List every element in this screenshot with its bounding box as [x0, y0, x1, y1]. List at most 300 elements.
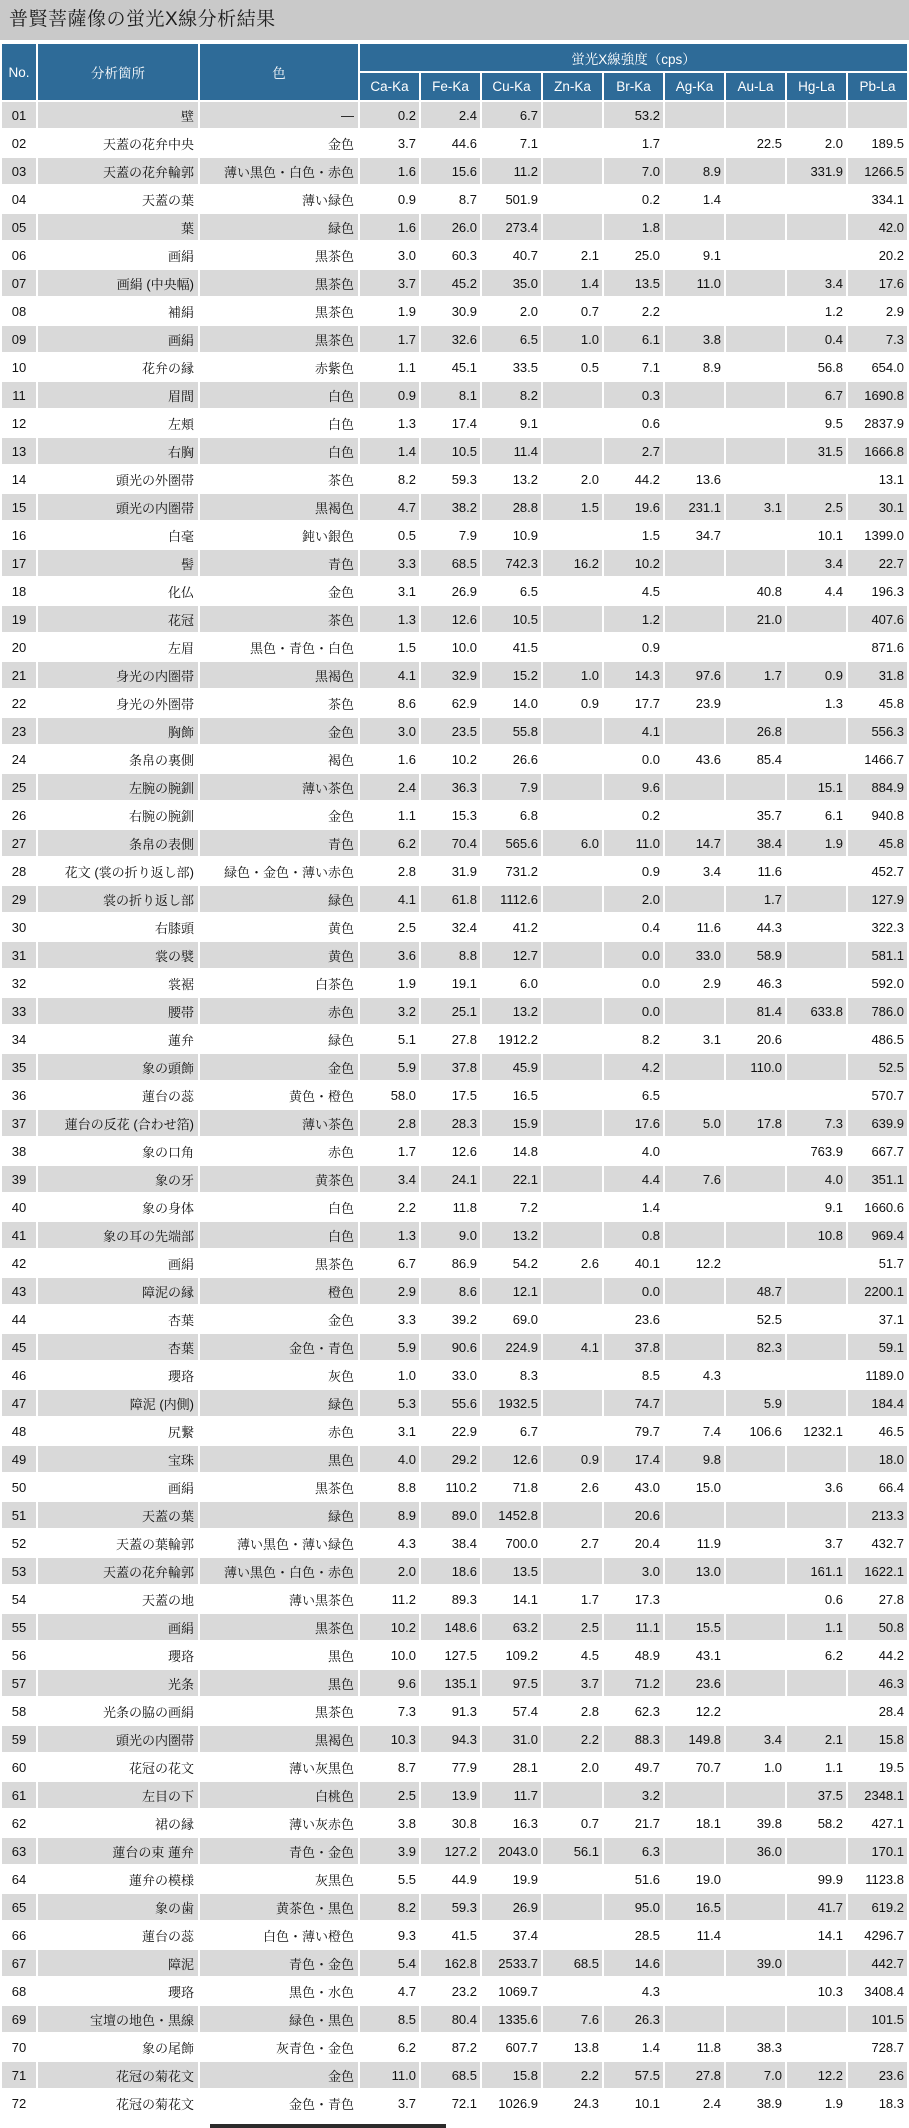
cell-value-cu-ka: 607.7 [482, 2034, 541, 2060]
cell-value-pb-la: 667.7 [848, 1138, 907, 1164]
cell-value-br-ka: 37.8 [604, 1334, 663, 1360]
cell-value-fe-ka: 8.6 [421, 1278, 480, 1304]
cell-value-br-ka: 2.0 [604, 886, 663, 912]
cell-value-ca-ka: 1.7 [360, 326, 419, 352]
cell-value-cu-ka: 7.2 [482, 1194, 541, 1220]
cell-no: 35 [2, 1054, 36, 1080]
cell-value-br-ka: 11.0 [604, 830, 663, 856]
table-row [2, 1698, 907, 1724]
table-row [2, 830, 907, 856]
cell-value-cu-ka: 41.2 [482, 914, 541, 940]
cell-value-ag-ka [665, 1390, 724, 1416]
cell-color: 灰青色・金色 [200, 2034, 358, 2060]
cell-value-pb-la: 101.5 [848, 2006, 907, 2032]
cell-value-hg-la: 4.4 [787, 578, 846, 604]
table-row [2, 858, 907, 884]
cell-value-br-ka: 74.7 [604, 1390, 663, 1416]
cell-value-pb-la: 871.6 [848, 634, 907, 660]
cell-value-hg-la [787, 1026, 846, 1052]
cell-value-hg-la [787, 1670, 846, 1696]
cell-value-hg-la: 3.4 [787, 270, 846, 296]
cell-value-ca-ka: 3.4 [360, 1166, 419, 1192]
cell-value-au-la [726, 690, 785, 716]
cell-color: 赤色 [200, 998, 358, 1024]
cell-value-pb-la: 1123.8 [848, 1866, 907, 1892]
cell-value-br-ka: 53.2 [604, 102, 663, 128]
table-row [2, 1670, 907, 1696]
cell-value-cu-ka: 11.4 [482, 438, 541, 464]
cell-value-br-ka: 57.5 [604, 2062, 663, 2088]
cell-color: 緑色・黒色 [200, 2006, 358, 2032]
cell-value-ag-ka: 3.1 [665, 1026, 724, 1052]
cell-value-ca-ka: 0.2 [360, 102, 419, 128]
cell-location: 眉間 [38, 382, 198, 408]
cell-no: 22 [2, 690, 36, 716]
cell-location: 障泥の縁 [38, 1278, 198, 1304]
cell-value-hg-la [787, 886, 846, 912]
cell-value-zn-ka: 1.0 [543, 326, 602, 352]
cell-value-pb-la: 37.1 [848, 1306, 907, 1332]
cell-value-au-la: 85.4 [726, 746, 785, 772]
cell-value-zn-ka: 2.6 [543, 1474, 602, 1500]
cell-value-ag-ka: 23.6 [665, 1670, 724, 1696]
table-row [2, 326, 907, 352]
cell-value-zn-ka [543, 886, 602, 912]
cell-value-cu-ka: 501.9 [482, 186, 541, 212]
cell-value-zn-ka: 0.5 [543, 354, 602, 380]
cell-no: 28 [2, 858, 36, 884]
cell-value-cu-ka: 16.3 [482, 1810, 541, 1836]
cell-value-pb-la: 13.1 [848, 466, 907, 492]
cell-value-cu-ka: 10.5 [482, 606, 541, 632]
cell-value-pb-la: 20.2 [848, 242, 907, 268]
cell-value-br-ka: 6.1 [604, 326, 663, 352]
cell-value-pb-la: 19.5 [848, 1754, 907, 1780]
cell-location: 象の歯 [38, 1894, 198, 1920]
cell-value-pb-la: 322.3 [848, 914, 907, 940]
cell-value-ag-ka: 97.6 [665, 662, 724, 688]
cell-value-fe-ka: 8.1 [421, 382, 480, 408]
cell-color: 茶色 [200, 606, 358, 632]
cell-value-hg-la: 6.7 [787, 382, 846, 408]
cell-value-cu-ka: 15.2 [482, 662, 541, 688]
table-row [2, 186, 907, 212]
cell-value-fe-ka: 23.5 [421, 718, 480, 744]
cell-value-ag-ka: 11.4 [665, 1922, 724, 1948]
cell-value-pb-la: 46.3 [848, 1670, 907, 1696]
cell-value-ag-ka: 34.7 [665, 522, 724, 548]
cell-value-br-ka: 0.9 [604, 858, 663, 884]
cell-value-ag-ka [665, 774, 724, 800]
cell-location: 瓔珞 [38, 1978, 198, 2004]
cell-value-fe-ka: 80.4 [421, 2006, 480, 2032]
cell-value-hg-la [787, 1082, 846, 1108]
cell-value-br-ka: 28.5 [604, 1922, 663, 1948]
cell-value-ca-ka: 6.7 [360, 1250, 419, 1276]
cell-value-fe-ka: 10.2 [421, 746, 480, 772]
cell-value-zn-ka: 0.7 [543, 1810, 602, 1836]
cell-color: 黒茶色 [200, 1474, 358, 1500]
table-row [2, 802, 907, 828]
cell-value-cu-ka: 6.7 [482, 102, 541, 128]
cell-value-pb-la: 1666.8 [848, 438, 907, 464]
cell-value-au-la [726, 1530, 785, 1556]
cell-value-ca-ka: 8.5 [360, 2006, 419, 2032]
cell-value-zn-ka [543, 858, 602, 884]
cell-value-ca-ka: 8.2 [360, 466, 419, 492]
cell-location: 裳の襞 [38, 942, 198, 968]
cell-value-ag-ka: 14.7 [665, 830, 724, 856]
cell-value-ag-ka [665, 1222, 724, 1248]
cell-location: 蓮台の束 蓮弁 [38, 1838, 198, 1864]
cell-color: 黒色 [200, 1642, 358, 1668]
cell-value-cu-ka: 731.2 [482, 858, 541, 884]
cell-value-ag-ka: 12.2 [665, 1698, 724, 1724]
cell-value-hg-la: 15.1 [787, 774, 846, 800]
cell-value-ag-ka [665, 634, 724, 660]
cell-value-ag-ka: 70.7 [665, 1754, 724, 1780]
cell-value-au-la: 52.5 [726, 1306, 785, 1332]
cell-value-fe-ka: 12.6 [421, 1138, 480, 1164]
cell-value-cu-ka: 1069.7 [482, 1978, 541, 2004]
table-row [2, 438, 907, 464]
cell-color: 金色 [200, 718, 358, 744]
cell-value-fe-ka: 72.1 [421, 2090, 480, 2116]
cell-value-fe-ka: 32.4 [421, 914, 480, 940]
cell-value-pb-la: 1622.1 [848, 1558, 907, 1584]
table-row [2, 746, 907, 772]
cell-value-ag-ka [665, 2006, 724, 2032]
cell-value-pb-la: 46.5 [848, 1418, 907, 1444]
cell-value-hg-la [787, 970, 846, 996]
cell-value-ca-ka: 8.8 [360, 1474, 419, 1500]
cell-value-br-ka: 7.0 [604, 158, 663, 184]
cell-value-fe-ka: 8.7 [421, 186, 480, 212]
cell-no: 71 [2, 2062, 36, 2088]
cell-value-ca-ka: 2.2 [360, 1194, 419, 1220]
cell-value-cu-ka: 15.9 [482, 1110, 541, 1136]
cell-no: 31 [2, 942, 36, 968]
cell-value-zn-ka [543, 1082, 602, 1108]
cell-value-pb-la: 619.2 [848, 1894, 907, 1920]
cell-value-ca-ka: 1.3 [360, 410, 419, 436]
cell-value-ag-ka: 1.4 [665, 186, 724, 212]
cell-value-ag-ka: 9.8 [665, 1446, 724, 1472]
cell-no: 63 [2, 1838, 36, 1864]
cell-value-br-ka: 2.2 [604, 298, 663, 324]
cell-value-br-ka: 44.2 [604, 466, 663, 492]
cell-value-au-la [726, 1894, 785, 1920]
cell-value-ca-ka: 5.1 [360, 1026, 419, 1052]
cell-location: 天蓋の地 [38, 1586, 198, 1612]
cell-value-br-ka: 4.0 [604, 1138, 663, 1164]
cell-value-ag-ka: 27.8 [665, 2062, 724, 2088]
cell-no: 45 [2, 1334, 36, 1360]
cell-location: 瓔珞 [38, 1362, 198, 1388]
cell-location: 光条の脇の画絹 [38, 1698, 198, 1724]
cell-location: 光条 [38, 1670, 198, 1696]
cell-value-pb-la: 884.9 [848, 774, 907, 800]
cell-color: 赤色 [200, 1418, 358, 1444]
cell-value-ca-ka: 2.5 [360, 914, 419, 940]
cell-value-ca-ka: 8.6 [360, 690, 419, 716]
cell-no: 05 [2, 214, 36, 240]
cell-value-zn-ka [543, 718, 602, 744]
cell-value-pb-la: 969.4 [848, 1222, 907, 1248]
cell-value-br-ka: 1.5 [604, 522, 663, 548]
cell-no: 12 [2, 410, 36, 436]
cell-value-ag-ka: 3.4 [665, 858, 724, 884]
cell-value-ca-ka: 2.9 [360, 1278, 419, 1304]
cell-value-fe-ka: 19.1 [421, 970, 480, 996]
cell-value-au-la: 26.8 [726, 718, 785, 744]
cell-value-au-la [726, 1978, 785, 2004]
cell-value-cu-ka: 6.5 [482, 578, 541, 604]
cell-no: 56 [2, 1642, 36, 1668]
cell-value-ag-ka: 18.1 [665, 1810, 724, 1836]
table-row [2, 2006, 907, 2032]
cell-value-br-ka: 43.0 [604, 1474, 663, 1500]
cell-value-ag-ka [665, 214, 724, 240]
cell-value-cu-ka: 6.5 [482, 326, 541, 352]
cell-location: 右膝頭 [38, 914, 198, 940]
cell-value-cu-ka: 12.7 [482, 942, 541, 968]
cell-location: 障泥 (内側) [38, 1390, 198, 1416]
cell-value-br-ka: 0.0 [604, 942, 663, 968]
cell-value-fe-ka: 10.0 [421, 634, 480, 660]
cell-color: 青色・金色 [200, 1950, 358, 1976]
table-row [2, 970, 907, 996]
cell-value-ca-ka: 5.3 [360, 1390, 419, 1416]
cell-value-zn-ka [543, 1782, 602, 1808]
cell-value-br-ka: 4.4 [604, 1166, 663, 1192]
cell-value-cu-ka: 33.5 [482, 354, 541, 380]
cell-value-au-la [726, 522, 785, 548]
cell-value-cu-ka: 11.2 [482, 158, 541, 184]
cell-value-ca-ka: 3.0 [360, 718, 419, 744]
cell-value-ca-ka: 5.9 [360, 1054, 419, 1080]
cell-location: 尻繋 [38, 1418, 198, 1444]
cell-color: 黒茶色 [200, 270, 358, 296]
cell-color: 青色・金色 [200, 1838, 358, 1864]
cell-value-au-la [726, 102, 785, 128]
cell-value-ag-ka: 8.9 [665, 354, 724, 380]
cell-value-ag-ka [665, 410, 724, 436]
cell-no: 65 [2, 1894, 36, 1920]
cell-value-br-ka: 0.0 [604, 998, 663, 1024]
cell-color: 褐色 [200, 746, 358, 772]
cell-value-ca-ka: 10.0 [360, 1642, 419, 1668]
cell-value-br-ka: 17.7 [604, 690, 663, 716]
cell-color: 白色 [200, 1222, 358, 1248]
cell-value-au-la [726, 1446, 785, 1472]
cell-value-cu-ka: 97.5 [482, 1670, 541, 1696]
cell-no: 17 [2, 550, 36, 576]
cell-value-fe-ka: 77.9 [421, 1754, 480, 1780]
cell-no: 52 [2, 1530, 36, 1556]
cell-location: 右胸 [38, 438, 198, 464]
cell-value-cu-ka: 41.5 [482, 634, 541, 660]
cell-value-zn-ka: 3.7 [543, 1670, 602, 1696]
cell-value-ca-ka: 7.3 [360, 1698, 419, 1724]
cell-location: 瓔珞 [38, 1642, 198, 1668]
cell-value-br-ka: 26.3 [604, 2006, 663, 2032]
cell-value-ag-ka: 9.1 [665, 242, 724, 268]
cell-value-au-la [726, 298, 785, 324]
table-row [2, 1278, 907, 1304]
cell-color: 薄い灰黒色 [200, 1754, 358, 1780]
cell-color: 薄い黒色・薄い緑色 [200, 1530, 358, 1556]
col-header-ca-ka: Ca-Ka [360, 73, 419, 100]
cell-color: 緑色 [200, 1502, 358, 1528]
cell-value-pb-la: 654.0 [848, 354, 907, 380]
cell-value-cu-ka: 13.2 [482, 1222, 541, 1248]
cell-value-hg-la: 763.9 [787, 1138, 846, 1164]
cell-location: 天蓋の葉 [38, 1502, 198, 1528]
cell-value-ag-ka [665, 1838, 724, 1864]
cell-value-ag-ka [665, 1138, 724, 1164]
cell-value-br-ka: 6.3 [604, 1838, 663, 1864]
cell-location: 花冠の菊花文 [38, 2090, 198, 2116]
cell-location: 条帛の表側 [38, 830, 198, 856]
cell-value-fe-ka: 91.3 [421, 1698, 480, 1724]
cell-value-hg-la [787, 634, 846, 660]
cell-value-pb-la: 213.3 [848, 1502, 907, 1528]
cell-location: 身光の内圏帯 [38, 662, 198, 688]
cell-value-cu-ka: 57.4 [482, 1698, 541, 1724]
cell-no: 06 [2, 242, 36, 268]
cell-value-zn-ka: 24.3 [543, 2090, 602, 2116]
cell-location: 画絹 [38, 242, 198, 268]
cell-value-au-la: 1.0 [726, 1754, 785, 1780]
table-row [2, 1502, 907, 1528]
cell-value-cu-ka: 2043.0 [482, 1838, 541, 1864]
cell-value-au-la: 110.0 [726, 1054, 785, 1080]
cell-value-cu-ka: 1932.5 [482, 1390, 541, 1416]
cell-location: 花冠の花文 [38, 1754, 198, 1780]
cell-value-br-ka: 0.2 [604, 802, 663, 828]
cell-value-fe-ka: 18.6 [421, 1558, 480, 1584]
cell-value-cu-ka: 69.0 [482, 1306, 541, 1332]
cell-value-cu-ka: 2533.7 [482, 1950, 541, 1976]
cell-value-hg-la: 1.1 [787, 1614, 846, 1640]
cell-value-pb-la: 1466.7 [848, 746, 907, 772]
cell-value-zn-ka [543, 522, 602, 548]
cell-value-br-ka: 14.3 [604, 662, 663, 688]
cell-location: 画絹 (中央幅) [38, 270, 198, 296]
cell-value-pb-la: 1660.6 [848, 1194, 907, 1220]
cell-value-au-la [726, 774, 785, 800]
cell-value-ag-ka [665, 130, 724, 156]
cell-value-zn-ka [543, 158, 602, 184]
cell-no: 38 [2, 1138, 36, 1164]
cell-value-hg-la [787, 1278, 846, 1304]
cell-value-br-ka: 88.3 [604, 1726, 663, 1752]
cell-no: 03 [2, 158, 36, 184]
cell-value-zn-ka [543, 774, 602, 800]
col-header-zn-ka: Zn-Ka [543, 73, 602, 100]
cell-value-zn-ka [543, 1278, 602, 1304]
table-row [2, 1642, 907, 1668]
cell-value-zn-ka: 2.7 [543, 1530, 602, 1556]
table-row [2, 1026, 907, 1052]
cell-value-ag-ka: 2.9 [665, 970, 724, 996]
cell-value-pb-la: 1399.0 [848, 522, 907, 548]
table-header [2, 44, 907, 100]
cell-value-fe-ka: 127.5 [421, 1642, 480, 1668]
cell-value-cu-ka: 8.3 [482, 1362, 541, 1388]
cell-no: 18 [2, 578, 36, 604]
cell-value-cu-ka: 12.6 [482, 1446, 541, 1472]
cell-value-pb-la: 452.7 [848, 858, 907, 884]
cell-value-hg-la [787, 1502, 846, 1528]
cell-no: 42 [2, 1250, 36, 1276]
cell-value-ca-ka: 1.6 [360, 158, 419, 184]
cell-value-hg-la [787, 1390, 846, 1416]
cell-value-au-la [726, 550, 785, 576]
cell-value-pb-la: 17.6 [848, 270, 907, 296]
cell-value-cu-ka: 22.1 [482, 1166, 541, 1192]
cell-value-ca-ka: 0.9 [360, 186, 419, 212]
cell-value-zn-ka: 2.1 [543, 242, 602, 268]
cell-value-hg-la [787, 1362, 846, 1388]
cell-value-ag-ka: 15.5 [665, 1614, 724, 1640]
cell-value-au-la [726, 1194, 785, 1220]
cell-value-zn-ka [543, 1390, 602, 1416]
cell-color: 黒茶色 [200, 326, 358, 352]
cell-value-br-ka: 0.2 [604, 186, 663, 212]
cell-no: 67 [2, 1950, 36, 1976]
cell-value-zn-ka [543, 438, 602, 464]
cell-value-pb-la: 170.1 [848, 1838, 907, 1864]
cell-value-ca-ka: 10.2 [360, 1614, 419, 1640]
cell-value-cu-ka: 6.7 [482, 1418, 541, 1444]
cell-value-cu-ka: 55.8 [482, 718, 541, 744]
cell-no: 24 [2, 746, 36, 772]
cell-value-ca-ka: 4.1 [360, 886, 419, 912]
table-row [2, 1250, 907, 1276]
cell-value-br-ka: 3.0 [604, 1558, 663, 1584]
cell-location: 画絹 [38, 1614, 198, 1640]
cell-color: 金色 [200, 1054, 358, 1080]
cell-value-au-la: 3.4 [726, 1726, 785, 1752]
cell-value-ag-ka: 7.6 [665, 1166, 724, 1192]
cell-value-hg-la [787, 746, 846, 772]
cell-value-au-la: 1.7 [726, 662, 785, 688]
cell-value-cu-ka: 16.5 [482, 1082, 541, 1108]
cell-color: 薄い緑色 [200, 186, 358, 212]
cell-location: 画絹 [38, 326, 198, 352]
cell-value-fe-ka: 41.5 [421, 1922, 480, 1948]
cell-value-hg-la: 41.7 [787, 1894, 846, 1920]
table-row [2, 1810, 907, 1836]
col-header-br-ka: Br-Ka [604, 73, 663, 100]
cell-value-zn-ka: 0.7 [543, 298, 602, 324]
cell-value-br-ka: 79.7 [604, 1418, 663, 1444]
table-row [2, 718, 907, 744]
cell-value-au-la: 82.3 [726, 1334, 785, 1360]
table-row [2, 1138, 907, 1164]
cell-value-au-la: 106.6 [726, 1418, 785, 1444]
table-row [2, 2090, 907, 2116]
cell-value-br-ka: 4.1 [604, 718, 663, 744]
cell-color: 灰黒色 [200, 1866, 358, 1892]
cell-value-ag-ka [665, 1502, 724, 1528]
col-header-fe-ka: Fe-Ka [421, 73, 480, 100]
cell-value-fe-ka: 15.6 [421, 158, 480, 184]
cell-color: 白桃色 [200, 1782, 358, 1808]
cell-value-pb-la: 407.6 [848, 606, 907, 632]
